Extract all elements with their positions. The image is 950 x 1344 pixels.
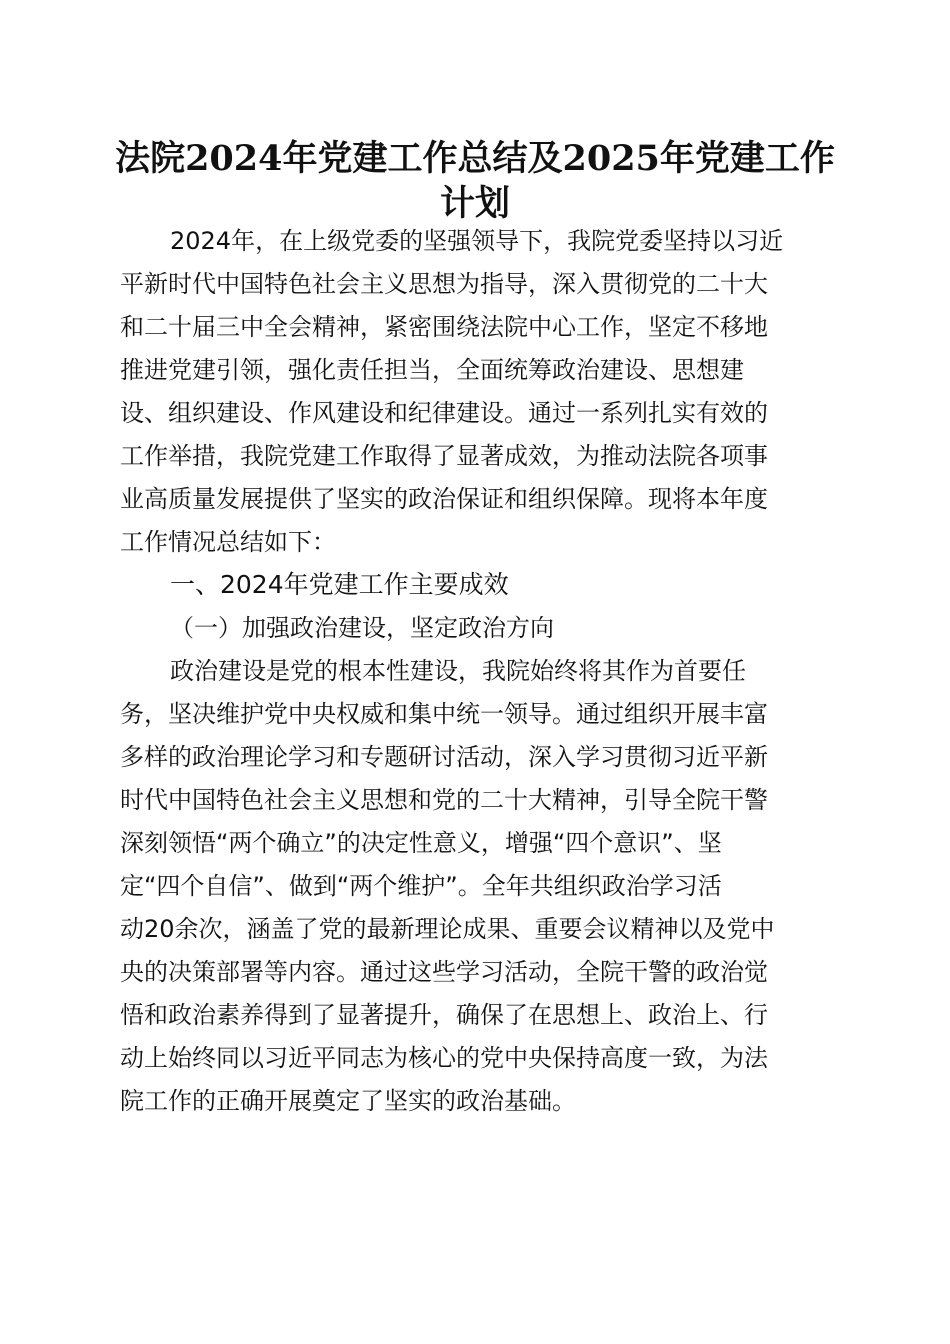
document-title-line1: 法院2024年党建工作总结及2025年党建工作 bbox=[115, 138, 835, 179]
intro-line-1: 2024年，在上级党委的坚强领导下，我院党委坚持以习近 bbox=[170, 227, 784, 255]
intro-line-5: 设、组织建设、作风建设和纪律建设。通过一系列扎实有效的 bbox=[120, 399, 768, 427]
para-line-1: 政治建设是党的根本性建设，我院始终将其作为首要任 bbox=[170, 657, 746, 685]
intro-line-2: 平新时代中国特色社会主义思想为指导，深入贯彻党的二十大 bbox=[120, 270, 768, 298]
para-line-6: 定“四个自信”、做到“两个维护”。全年共组织政治学习活 bbox=[120, 872, 722, 900]
para-line-5: 深刻领悟“两个确立”的决定性意义，增强“四个意识”、坚 bbox=[120, 829, 722, 857]
subsection-heading: （一）加强政治建设，坚定政治方向 bbox=[170, 614, 554, 642]
document-title-line2: 计划 bbox=[439, 183, 510, 224]
section-heading: 一、2024年党建工作主要成效 bbox=[170, 570, 509, 599]
intro-line-6: 工作举措，我院党建工作取得了显著成效，为推动法院各项事 bbox=[120, 442, 768, 470]
para-line-7: 动20余次，涵盖了党的最新理论成果、重要会议精神以及党中 bbox=[120, 915, 775, 943]
para-line-8: 央的决策部署等内容。通过这些学习活动，全院干警的政治觉 bbox=[120, 958, 768, 986]
intro-line-8: 工作情况总结如下： bbox=[120, 528, 336, 556]
para-line-3: 多样的政治理论学习和专题研讨活动，深入学习贯彻习近平新 bbox=[120, 743, 768, 771]
para-line-2: 务，坚决维护党中央权威和集中统一领导。通过组织开展丰富 bbox=[120, 700, 768, 728]
para-line-10: 动上始终同以习近平同志为核心的党中央保持高度一致，为法 bbox=[120, 1044, 768, 1072]
intro-line-4: 推进党建引领，强化责任担当，全面统筹政治建设、思想建 bbox=[120, 356, 744, 384]
para-line-11: 院工作的正确开展奠定了坚实的政治基础。 bbox=[120, 1087, 576, 1115]
para-line-4: 时代中国特色社会主义思想和党的二十大精神，引导全院干警 bbox=[120, 786, 768, 814]
intro-line-7: 业高质量发展提供了坚实的政治保证和组织保障。现将本年度 bbox=[120, 485, 768, 513]
intro-line-3: 和二十届三中全会精神，紧密围绕法院中心工作，坚定不移地 bbox=[120, 313, 768, 341]
para-line-9: 悟和政治素养得到了显著提升，确保了在思想上、政治上、行 bbox=[120, 1001, 768, 1029]
